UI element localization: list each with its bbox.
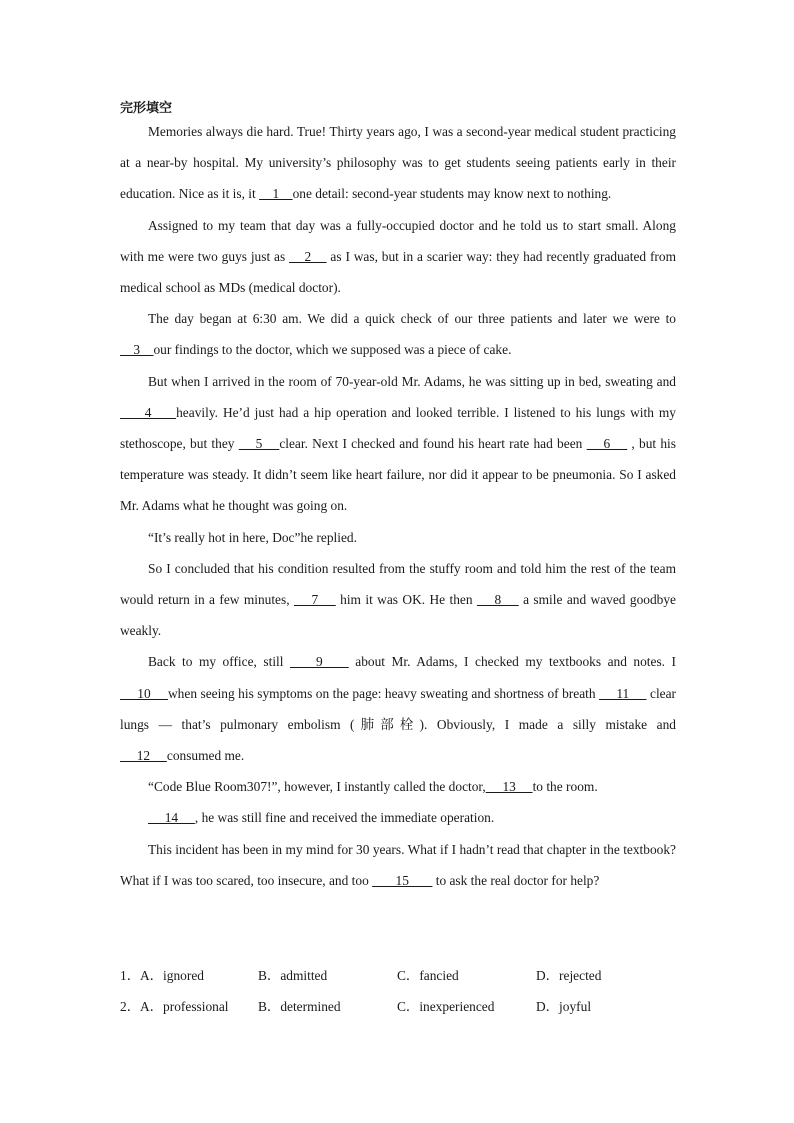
passage-text: Assigned to my team that day was a fully-occupied doctor and he told us to start small. Along with me were two guys just as xyxy=(120,217,676,264)
option-b: B．determined xyxy=(258,999,341,1014)
paragraph xyxy=(120,646,676,771)
option-a: A．ignored xyxy=(140,968,204,983)
passage-text: about Mr. Adams, I checked my textbooks and notes. I xyxy=(348,654,676,670)
blank-14: 14 xyxy=(148,810,195,826)
paragraph xyxy=(120,522,676,553)
passage-text: clear lungs — that’s pulmonary embolism (肺部栓). Obviously, I made a silly mistake and xyxy=(120,685,677,732)
paragraph xyxy=(120,366,676,522)
passage-text: Back to my office, still xyxy=(148,654,290,670)
passage-text: to ask the real doctor for help? xyxy=(432,872,600,888)
question-number: 1． xyxy=(120,968,141,983)
answer-options xyxy=(120,960,680,1022)
passage xyxy=(120,116,676,896)
blank-8: 8 xyxy=(476,592,519,608)
passage-text: to the room. xyxy=(532,779,598,795)
paragraph xyxy=(120,303,676,365)
blank-6: 6 xyxy=(586,436,628,452)
question-row xyxy=(120,960,680,991)
paragraph xyxy=(120,553,676,647)
passage-text: a smile and waved goodbye weakly. xyxy=(120,592,677,639)
paragraph xyxy=(120,116,676,210)
blank-4: 4 xyxy=(120,404,177,420)
paragraph xyxy=(120,771,676,802)
blank-12: 12 xyxy=(120,748,167,764)
passage-text: clear. Next I checked and found his heart rate had been xyxy=(279,436,587,452)
passage-text: him it was OK. He then xyxy=(335,592,477,608)
passage-text: But when I arrived in the room of 70-year-old Mr. Adams, he was sitting up in bed, sweating and xyxy=(148,373,676,389)
passage-text: Memories always die hard. True! Thirty years ago, I was a second-year medical student practicing at a near-by hospital. My university’s philosophy was to get students seeing patients early in their education. Nice as it is, it xyxy=(120,124,676,202)
passage-text: heavily. He’d just had a hip operation and looked terrible. I listened to his lungs with my stethoscope, but they xyxy=(120,404,676,452)
question-row xyxy=(120,991,680,1022)
passage-text: when seeing his symptoms on the page: heavy sweating and shortness of breath xyxy=(168,685,600,701)
option-d: D．joyful xyxy=(536,999,592,1014)
passage-text: our findings to the doctor, which we supposed was a piece of cake. xyxy=(153,342,512,358)
blank-1: 1 xyxy=(259,186,293,202)
passage-text: “It’s really hot in here, Doc”he replied. xyxy=(148,529,357,545)
paragraph xyxy=(120,834,676,896)
passage-text: consumed me. xyxy=(166,748,245,764)
option-c: C．fancied xyxy=(397,968,459,983)
passage-text: So I concluded that his condition resulted from the stuffy room and told him the rest of the team would return in a few minutes, xyxy=(120,560,676,608)
blank-13: 13 xyxy=(485,779,533,795)
passage-text: This incident has been in my mind for 30 years. What if I hadn’t read that chapter in the textbook? What if I was too scared, too insecure, and too xyxy=(120,841,676,888)
blank-3: 3 xyxy=(120,342,154,358)
passage-text: as I was, but in a scarier way: they had recently graduated from medical school as MDs (medical doctor). xyxy=(120,248,676,296)
section-heading: 完形填空 xyxy=(120,101,173,116)
option-b: B．admitted xyxy=(258,968,328,983)
blank-9: 9 xyxy=(290,654,349,670)
blank-2: 2 xyxy=(289,248,327,264)
paragraph xyxy=(120,802,676,833)
passage-text: , he was still fine and received the immediate operation. xyxy=(194,810,495,826)
passage-text: , but his temperature was steady. It didn’t seem like heart failure, nor did it appear to be pneumonia. So I asked Mr. Adams what he thought was going on. xyxy=(120,436,676,514)
blank-15: 15 xyxy=(372,872,433,888)
blank-7: 7 xyxy=(293,592,336,608)
option-a: A．professional xyxy=(140,999,229,1014)
blank-11: 11 xyxy=(599,685,647,701)
passage-text: The day began at 6:30 am. We did a quick check of our three patients and later we were to xyxy=(148,311,676,327)
passage-text: “Code Blue Room307!”, however, I instantly called the doctor, xyxy=(148,779,486,795)
passage-text: one detail: second-year students may know next to nothing. xyxy=(292,186,612,202)
option-d: D．rejected xyxy=(536,968,602,983)
question-number: 2． xyxy=(120,999,141,1014)
blank-10: 10 xyxy=(120,685,169,701)
option-c: C．inexperienced xyxy=(397,999,495,1014)
blank-5: 5 xyxy=(238,436,280,452)
paragraph xyxy=(120,210,676,304)
